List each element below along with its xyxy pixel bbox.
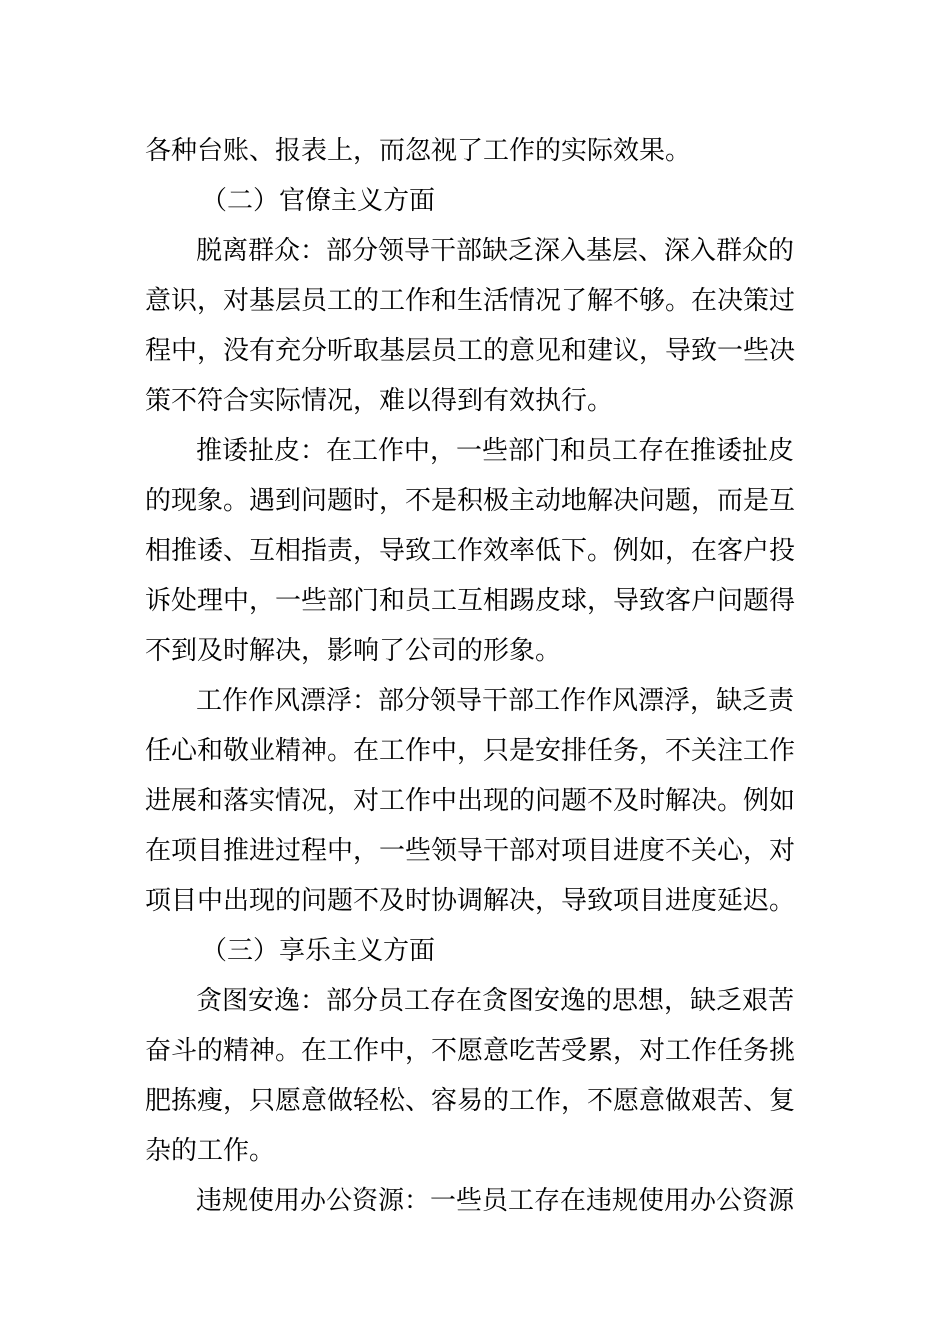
text-line: 任心和敬业精神。在工作中，只是安排任务，不关注工作 bbox=[145, 736, 796, 766]
text-line: 诉处理中，一些部门和员工互相踢皮球，导致客户问题得 bbox=[145, 586, 796, 616]
text-line: 不到及时解决，影响了公司的形象。 bbox=[145, 636, 562, 666]
text-line: 项目中出现的问题不及时协调解决，导致项目进度延迟。 bbox=[145, 886, 796, 916]
text-line: 工作作风漂浮：部分领导干部工作作风漂浮，缺乏责 bbox=[196, 686, 795, 716]
text-line: 策不符合实际情况，难以得到有效执行。 bbox=[145, 386, 614, 416]
text-line: 意识，对基层员工的工作和生活情况了解不够。在决策过 bbox=[145, 286, 796, 316]
text-line: 程中，没有充分听取基层员工的意见和建议，导致一些决 bbox=[145, 336, 796, 366]
text-line: 在项目推进过程中，一些领导干部对项目进度不关心，对 bbox=[145, 836, 796, 866]
text-line: 奋斗的精神。在工作中，不愿意吃苦受累，对工作任务挑 bbox=[145, 1036, 796, 1066]
section-heading: （二）官僚主义方面 bbox=[201, 186, 436, 216]
text-line: 推诿扯皮：在工作中，一些部门和员工存在推诿扯皮 bbox=[196, 436, 795, 466]
text-line: 贪图安逸：部分员工存在贪图安逸的思想，缺乏艰苦 bbox=[196, 986, 795, 1016]
text-line: 进展和落实情况，对工作中出现的问题不及时解决。例如 bbox=[145, 786, 796, 816]
text-line: 的现象。遇到问题时，不是积极主动地解决问题，而是互 bbox=[145, 486, 796, 516]
text-line: 肥拣瘦，只愿意做轻松、容易的工作，不愿意做艰苦、复 bbox=[145, 1086, 796, 1116]
text-line: 各种台账、报表上，而忽视了工作的实际效果。 bbox=[145, 136, 692, 166]
text-line: 违规使用办公资源：一些员工存在违规使用办公资源 bbox=[196, 1186, 795, 1216]
text-line: 相推诿、互相指责，导致工作效率低下。例如，在客户投 bbox=[145, 536, 796, 566]
document-body bbox=[145, 126, 807, 1226]
text-line: 脱离群众：部分领导干部缺乏深入基层、深入群众的 bbox=[196, 236, 795, 266]
text-line: 杂的工作。 bbox=[145, 1136, 276, 1166]
section-heading: （三）享乐主义方面 bbox=[201, 936, 436, 966]
